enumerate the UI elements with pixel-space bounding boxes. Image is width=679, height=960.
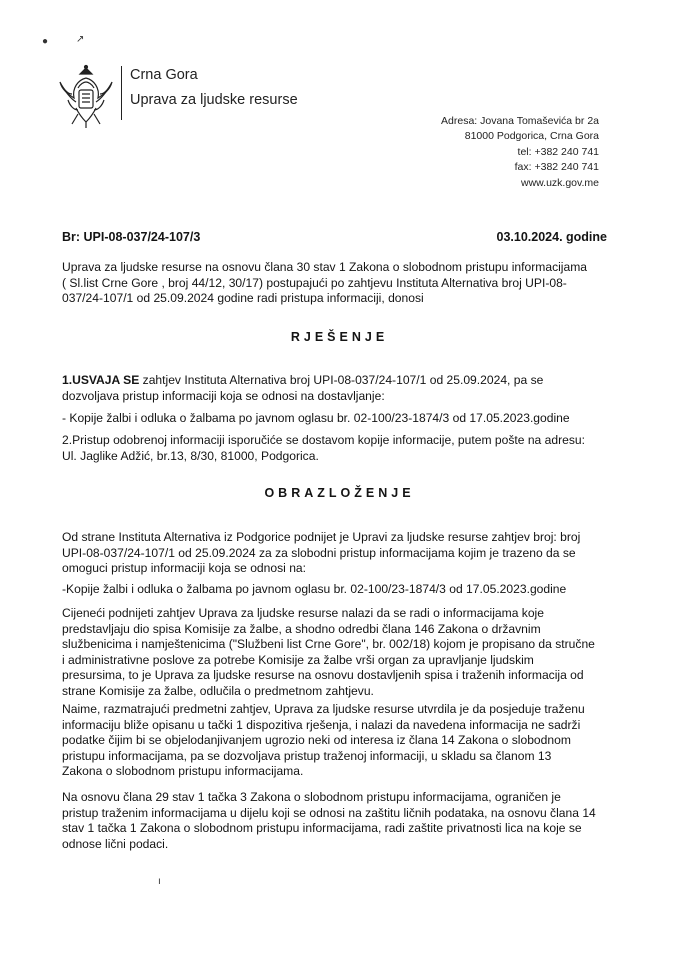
intro-line: 037/24-107/1 od 25.09.2024 godine radi pristupa informaciji, donosi: [62, 291, 424, 306]
explanation-title: OBRAZLOŽENJE: [264, 486, 415, 500]
header-divider: [121, 66, 122, 120]
document-date: 03.10.2024. godine: [496, 230, 607, 244]
address-fax: fax: +382 240 741: [514, 161, 599, 174]
explanation-paragraph-5: Na osnovu člana 29 stav 1 tačka 3 Zakona o slobodnom pristupu informacijama, ograničen je pristup traženim informacijama u dijelu koji se odnosi na zaštitu ličnih podataka, na osnovu člana 14 stav 1 tačka 1 Zakona o slobodnom pristupu informacijama, radi zaštite privatnosti lica na koje se odnose lični podaci.: [62, 790, 596, 851]
coat-of-arms-icon: [58, 64, 114, 130]
decision-bullet: - Kopije žalbi i odluka o žalbama po javnom oglasu br. 02-100/23-1874/3 od 17.05.2023.godine: [62, 411, 570, 425]
address-city: 81000 Podgorica, Crna Gora: [464, 130, 599, 143]
org-country: Crna Gora: [130, 67, 198, 83]
intro-line: Uprava za ljudske resurse na osnovu člana 30 stav 1 Zakona o slobodnom pristupu informacijama: [62, 260, 588, 274]
decision-approved: 1.USVAJA SE: [62, 373, 140, 387]
decision-title: RJEŠENJE: [290, 330, 389, 344]
explanation-paragraph-2: -Kopije žalbi i odluka o žalbama po javnom oglasu br. 02-100/23-1874/3 od 17.05.2023.godine: [62, 582, 567, 596]
address-web: www.uzk.gov.me: [521, 176, 599, 189]
decision-item-1: [62, 373, 622, 404]
address-block: [441, 114, 599, 191]
explanation-paragraph-1: Od strane Instituta Alternativa iz Podgorice podnijet je Upravi za ljudske resurse zahtjev broj: broj UPI-08-037/24-107/1 od 25.09.2024 za za slobodni pristup informacijama kojim je trazeno da se omoguci pristup informaciji koja se odnosi na:: [62, 530, 581, 576]
explanation-paragraph-3: Cijeneći podnijeti zahtjev Uprava za ljudske resurse nalazi da se radi o informacijama koje predstavljaju dio spisa Komisije za žalbe, a shodno odredbi člana 146 Zakona o državnim službenicima i namještenicima ("Službeni list Crne Gore", br. 002/18) kojom je propisano da stručne i administrativne poslove za potrebe Komisije za žalbe vrši organ za upravljanje ljudskim presursima, to je Uprava za ljudske resurse na osnovu dostavljenih spisa i traženih informacija od strane Komisije za žalbe, odlučila o predmetnom zahtjevu.: [62, 606, 595, 698]
scan-mark-left: ●: [42, 36, 49, 47]
decision-item-2: [62, 433, 622, 464]
scan-mark-bottom: ı: [158, 876, 161, 887]
decision-item-1-text: zahtjev Instituta Alternativa broj UPI-08-037/24-107/1 od 25.09.2024, pa se: [139, 373, 544, 387]
scan-mark-right: ↗: [76, 34, 85, 45]
address-street: Adresa: Jovana Tomaševića br 2a: [441, 115, 599, 127]
address-tel: tel: +382 240 741: [517, 145, 599, 158]
org-name: Uprava za ljudske resurse: [130, 92, 298, 108]
decision-item-1-line2: dozvoljava pristup informaciji koja se odnosi na dostavljanje:: [62, 388, 385, 403]
explanation-paragraph-4: Naime, razmatrajući predmetni zahtjev, Uprava za ljudske resurse utvrdila je da posjeduje traženu informaciju bliže opisanu u tački 1 dispozitiva rješenja, i nalazi da navedena informacija ne sadrži podatke čijim bi se objelodanjivanjem ugrozio neki od interesa iz člana 14 Zakona o slobodnom pristupu informacijama, pa se dozvoljava pristup traženoj informaciji, u skladu sa članom 13 Zakona o slobodnom pristupu informacijama.: [62, 702, 585, 779]
decision-item-2-line: Ul. Jaglike Adžić, br.13, 8/30, 81000, Podgorica.: [62, 448, 319, 463]
reference-number: Br: UPI-08-037/24-107/3: [62, 230, 201, 244]
intro-line: ( Sl.list Crne Gore , broj 44/12, 30/17) postupajući po zahtjevu Instituta Alternativa broj UPI-08-: [62, 275, 567, 290]
decision-item-2-line: 2.Pristup odobrenoj informaciji isporučiće se dostavom kopije informacije, putem pošte na adresu:: [62, 433, 585, 447]
intro-paragraph: [62, 260, 622, 307]
